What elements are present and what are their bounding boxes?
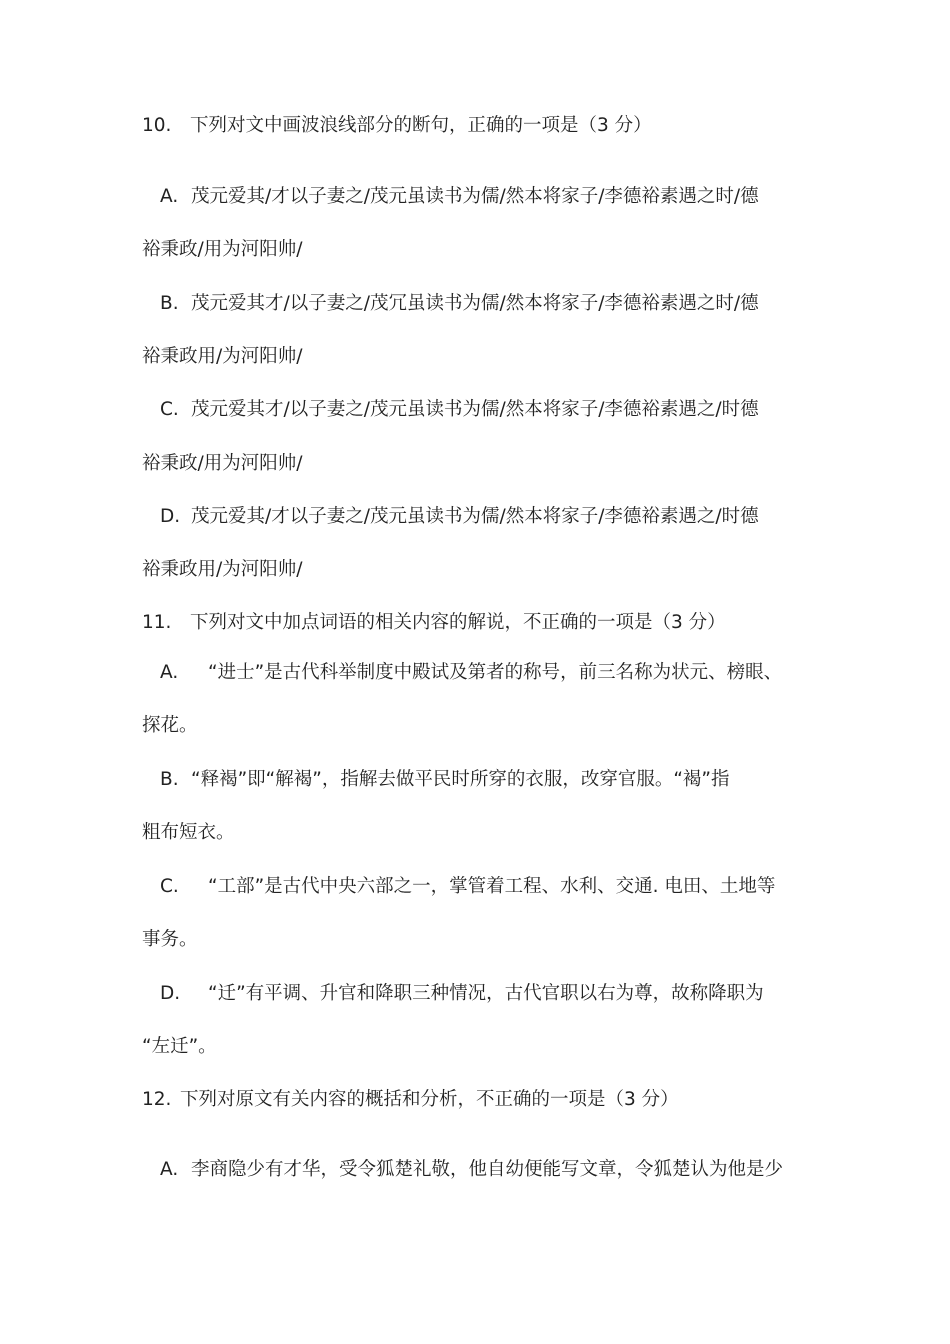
option-text: 李商隐少有才华，受令狐楚礼敬，他自幼便能写文章，令狐楚认为他是少	[191, 1159, 784, 1180]
option-text: 茂元爱其才/以子妻之/茂元虽读书为儒/然本将家子/李德裕素遇之/时德	[191, 399, 759, 420]
question-10-stem	[142, 113, 822, 139]
option-text: 茂元爱其/才以子妻之/茂元虽读书为儒/然本将家子/李德裕素遇之/时德	[191, 506, 759, 527]
question-10-option-d-line2: 裕秉政用/为河阳帅/	[142, 559, 303, 580]
option-text: “进士”是古代科举制度中殿试及第者的称号，前三名称为状元、榜眼、	[208, 662, 783, 683]
option-letter: C.	[160, 399, 179, 420]
question-number: 12.	[142, 1089, 172, 1110]
question-text: 下列对文中画波浪线部分的断句，正确的一项是（3 分）	[190, 115, 652, 136]
option-letter: D.	[160, 983, 181, 1004]
option-letter: A.	[160, 186, 179, 207]
question-10-option-a-line1	[160, 184, 840, 210]
question-10-option-a-line2: 裕秉政/用为河阳帅/	[142, 239, 303, 260]
question-10-option-c-line2: 裕秉政/用为河阳帅/	[142, 453, 303, 474]
question-10-option-b-line1	[160, 291, 840, 317]
question-10-option-b-line2: 裕秉政用/为河阳帅/	[142, 346, 303, 367]
question-11-option-a-line1	[160, 660, 840, 686]
question-text: 下列对原文有关内容的概括和分析，不正确的一项是（3 分）	[180, 1089, 679, 1110]
option-letter: A.	[160, 662, 179, 683]
option-text: “释褐”即“解褐”，指解去做平民时所穿的衣服，改穿官服。“褐”指	[191, 769, 730, 790]
question-11-option-a-line2: 探花。	[142, 715, 198, 736]
option-letter: A.	[160, 1159, 179, 1180]
question-11-option-b-line2: 粗布短衣。	[142, 822, 235, 843]
option-letter: B.	[160, 769, 179, 790]
question-11-option-c-line1	[160, 874, 840, 900]
question-12-option-a-line1	[160, 1157, 840, 1183]
question-11-stem	[142, 610, 822, 636]
option-text: 茂元爱其/才以子妻之/茂元虽读书为儒/然本将家子/李德裕素遇之时/德	[191, 186, 759, 207]
question-text: 下列对文中加点词语的相关内容的解说，不正确的一项是（3 分）	[190, 612, 726, 633]
question-number: 10.	[142, 115, 172, 136]
question-12-stem	[142, 1087, 822, 1113]
question-11-option-c-line2: 事务。	[142, 929, 198, 950]
question-11-option-d-line2: “左迁”。	[142, 1036, 217, 1057]
question-11-option-d-line1	[160, 981, 840, 1007]
option-letter: B.	[160, 293, 179, 314]
option-letter: C.	[160, 876, 179, 897]
option-text: “迁”有平调、升官和降职三种情况，古代官职以右为尊，故称降职为	[208, 983, 764, 1004]
question-10-option-c-line1	[160, 397, 840, 423]
option-text: “工部”是古代中央六部之一，掌管着工程、水利、交通. 电田、土地等	[208, 876, 776, 897]
option-letter: D.	[160, 506, 181, 527]
question-10-option-d-line1	[160, 504, 840, 530]
question-number: 11.	[142, 612, 172, 633]
option-text: 茂元爱其才/以子妻之/茂冗虽读书为儒/然本将家子/李德裕素遇之时/德	[191, 293, 759, 314]
question-11-option-b-line1	[160, 767, 840, 793]
